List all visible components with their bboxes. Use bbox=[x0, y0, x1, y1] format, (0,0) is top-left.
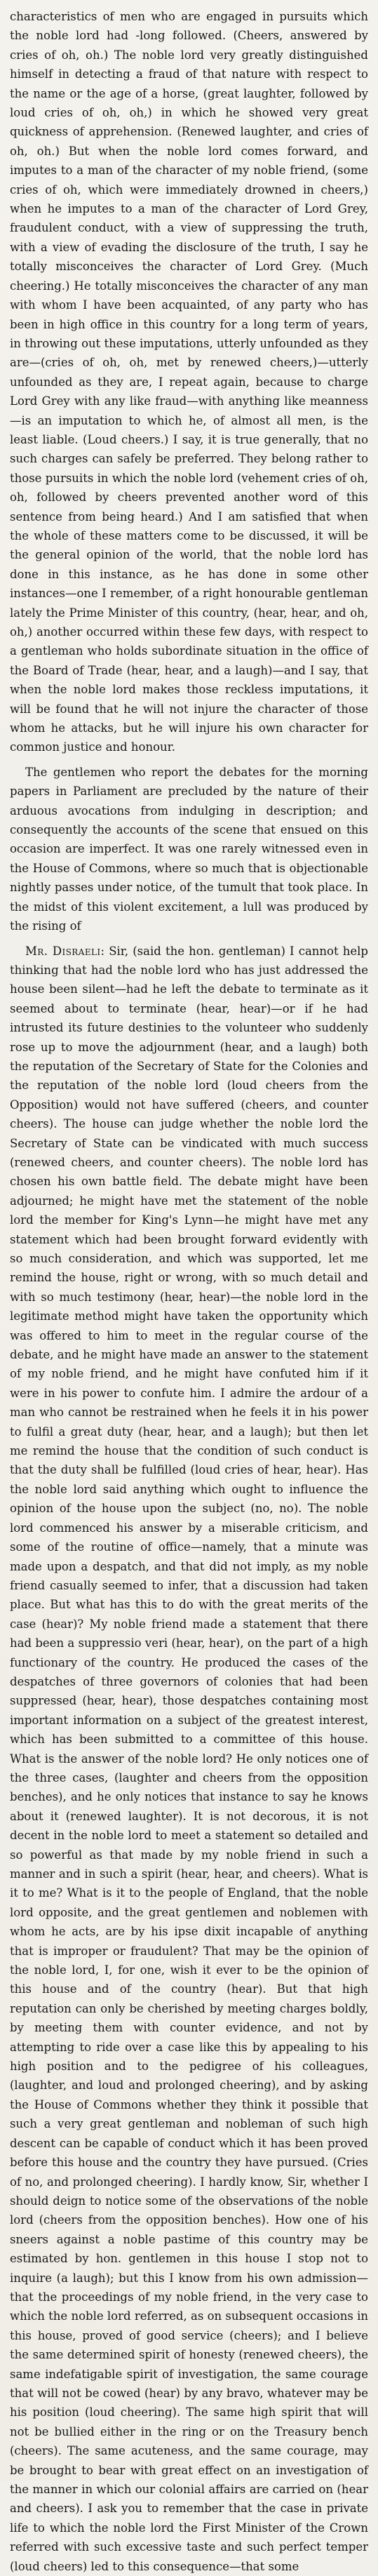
speech-text: : Sir, (said the hon. gentleman) I cannot help thinking that had the noble lord who has just addressed the house been silent—had he left the debate to terminate as it seemed about to terminate (hear, hear)—or if he had intrusted its future destinies to the volunteer who suddenly rose up to move the adjournment (hear, and a laugh) both the reputation of the Secretary of State for the Colonies and the reputation of the noble lord (loud cheers from the Opposition) would not have suffered (cheers, and counter cheers). The house can judge whether the noble lord the Secretary of State can be vindicated with much success (renewed cheers, and counter cheers). The noble lord has chosen his own battle field. The debate might have been adjourned; he might have met the statement of the noble lord the member for King's Lynn—he might have met any statement which had been brought forward evidently with so much consideration, and which was supported, let me remind the house, right or wrong, with so much detail and with so much testimony (hear, hear)—the noble lord in the legitimate method might have taken the opportunity which was offered to him to meet in the regular course of the debate, and he might have made an answer to the statement of my noble friend, and he might have confuted him if it were in his power to confute him. I admire the ardour of a man who cannot be restrained when he feels it in his power to fulfil a great duty (hear, hear, and a laugh); but then let me remind the house that the condition of such conduct is that the duty shall be fulfilled (loud cries of hear, hear). Has the noble lord said anything which ought to influence the opinion of the house upon the subject (no, no). The noble lord commenced his answer by a miserable criticism, and some of the routine of office—namely, that a minute was made upon a despatch, and that did not imply, as my noble friend casually seemed to infer, that a discussion had taken place. But what has this to do with the great merits of the case (hear)? My noble friend made a statement that there had been a suppressio veri (hear, hear), on the part of a high functionary of the country. He produced the cases of the despatches of three governors of colonies that had been suppressed (hear, hear), those despatches containing most important information on a subject of the greatest interest, which has been submitted to a committee of this house. What is the answer of the noble lord? He only notices one of the three cases, (laughter and cheers from the opposition benches), and he only notices that instance to say he knows about it (renewed laughter). It is not decorous, it is not decent in the noble lord to meet a statement so detailed and so powerful as that made by my noble friend in such a manner and in such a spirit (hear, hear, and cheers). What is it to me? What is it to the people of England, that the noble lord opposite, and the great gentlemen and noblemen with whom he acts, are by his ipse dixit incapable of anything that is improper or fraudulent? That may be the opinion of the noble lord, I, for one, wish it ever to be the opinion of this house and of the country (hear). But that high reputation can only be cherished by meeting charges boldly, by meeting them with counter evidence, and not by attempting to ride over a case like this by appealing to his high position and to the pedigree of his colleagues, (laughter, and loud and prolonged cheering), and by asking the House of Commons whether they think it possible that such a very great gentleman and nobleman of such high descent can be capable of conduct which it has been proved before this house and the country they have pursued. (Cries of no, and prolonged cheering). I hardly know, Sir, whether I should deign to notice some of the observations of the noble lord (cheers from the opposition benches). How one of his sneers against a noble pastime of this country may be estimated by hon. gentlemen in this house I stop not to inquire (a laugh); but this I know from his own admission—that the proceedings of my noble friend, in the very case to which the noble lord referred, as on subsequent occasions in this house, proved of good service (cheers); and I believe the same determined spirit of honesty (renewed cheers), the same indefatigable spirit of investigation, the same courage that will not be cowed (hear) by any bravo, whatever may be his position (loud cheering). The same high spirit that will not be bullied either in the ring or on the Treasury bench (cheers). The same acuteness, and the same courage, may be brought to bear with great effect on an investigation of the manner in which our colonial affairs are carried on (hear and cheers). I ask you to remember that the case in private life to which the noble lord the First Minister of the Crown referred with such excessive taste and such perfect temper (loud cheers) led to this consequence—that some bbox=[10, 945, 368, 2573]
paragraph-reporters-note: The gentlemen who report the debates for the morning papers in Parliament are precluded by the nature of their arduous avocations from indulging in description; and consequently the accounts of the scene that ensued on this occasion are imperfect. It was one rarely witnessed even in the House of Commons, where so much that is objectionable nightly passes under notice, of the tumult that took place. In the midst of this violent excitement, a lull was produced by the rising of bbox=[10, 763, 368, 936]
paragraph-disraeli-speech bbox=[10, 942, 368, 2576]
speaker-name: Mr. Disraeli bbox=[25, 945, 100, 958]
paragraph-gap bbox=[10, 757, 368, 763]
paragraph-lord-russell-speech-end: characteristics of men who are engaged in pursuits which the noble lord had -long followed. (Cheers, answered by cries of oh, oh.) The noble lord very greatly distinguished himself in detecting a fraud of that nature with respect to the name or the age of a horse, (great laughter, followed by loud cries of oh, oh,) in which he showed very great quickness of apprehension. (Renewed laughter, and cries of oh, oh.) But when the noble lord comes forward, and imputes to a man of the character of my noble friend, (some cries of oh, which were immediately drowned in cheers,) when he imputes to a man of the character of Lord Grey, fraudulent conduct, with a view of suppressing the truth, with a view of evading the disclosure of the truth, I say he totally misconceives the character of Lord Grey. (Much cheering.) He totally misconceives the character of any man with whom I have been acquainted, of any party who has been in high office in this country for a long term of years, in throwing out these imputations, utterly unfounded as they are—(cries of oh, oh, met by renewed cheers,)—utterly unfounded as they are, I repeat again, because to charge Lord Grey with any like fraud—with anything like meanness—is an imputation to which he, of almost all men, is the least liable. (Loud cheers.) I say, it is true generally, that no such charges can safely be preferred. They belong rather to those pursuits in which the noble lord (vehement cries of oh, oh, followed by cheers prevented another word of this sentence from being heard.) And I am satisfied that when the whole of these matters come to be discussed, it will be the general opinion of the world, that the noble lord has done in this instance, as he has done in some other instances—one I remember, of a right honourable gentleman lately the Prime Minister of this country, (hear, hear, and oh, oh,) another occurred within these few days, with respect to a gentleman who holds subordinate situation in the office of the Board of Trade (hear, hear, and a laugh)—and I say, that when the noble lord makes those reckless imputations, it will be found that he will not injure the character of those whom he attacks, but he will injure his own character for common justice and honour. bbox=[10, 7, 368, 757]
paragraph-gap bbox=[10, 936, 368, 942]
